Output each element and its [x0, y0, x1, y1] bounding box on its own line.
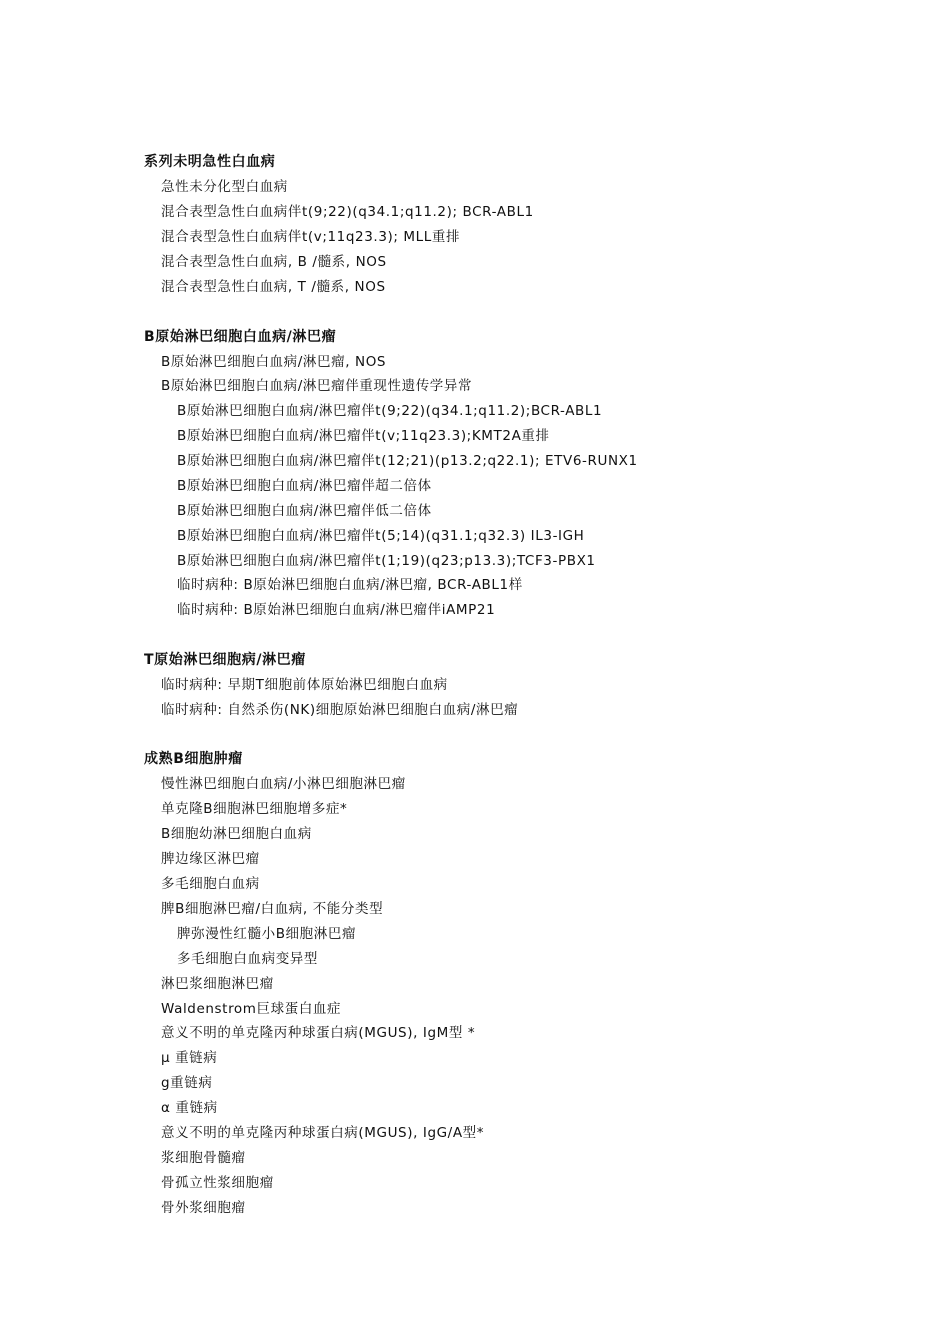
list-item: α 重链病 [161, 1100, 218, 1116]
sub-list-item: 脾弥漫性红髓小B细胞淋巴瘤 [177, 926, 357, 942]
list-item: 骨外浆细胞瘤 [161, 1200, 246, 1216]
list-item: 意义不明的单克隆丙种球蛋白病(MGUS), IgG/A型* [161, 1125, 485, 1141]
list-item: 骨孤立性浆细胞瘤 [161, 1175, 274, 1191]
section-heading: 系列未明急性白血病 [144, 154, 276, 170]
list-item: g重链病 [161, 1075, 213, 1091]
list-item: μ 重链病 [161, 1050, 218, 1066]
list-item: 脾边缘区淋巴瘤 [161, 851, 260, 867]
list-item: Waldenstrom巨球蛋白血症 [161, 1001, 342, 1017]
sub-list-item: B原始淋巴细胞白血病/淋巴瘤伴超二倍体 [177, 478, 432, 494]
list-item: 意义不明的单克隆丙种球蛋白病(MGUS), IgM型 * [161, 1025, 476, 1041]
section-heading: B原始淋巴细胞白血病/淋巴瘤 [144, 329, 337, 345]
list-item: 急性未分化型白血病 [161, 179, 288, 195]
list-item: 混合表型急性白血病, T /髓系, NOS [161, 279, 386, 295]
sub-list-item: B原始淋巴细胞白血病/淋巴瘤伴t(1;19)(q23;p13.3);TCF3-PBX1 [177, 553, 596, 569]
list-item: 浆细胞骨髓瘤 [161, 1150, 246, 1166]
sub-list-item: B原始淋巴细胞白血病/淋巴瘤伴t(v;11q23.3);KMT2A重排 [177, 428, 550, 444]
section-heading: 成熟B细胞肿瘤 [144, 751, 243, 767]
list-item: 多毛细胞白血病 [161, 876, 260, 892]
sub-list-item: B原始淋巴细胞白血病/淋巴瘤伴t(9;22)(q34.1;q11.2);BCR-ABL1 [177, 403, 603, 419]
sub-list-item: 临时病种: B原始淋巴细胞白血病/淋巴瘤伴iAMP21 [177, 602, 496, 618]
sub-list-item: 临时病种: B原始淋巴细胞白血病/淋巴瘤, BCR-ABL1样 [177, 577, 523, 593]
section-heading: T原始淋巴细胞病/淋巴瘤 [144, 652, 306, 668]
sub-list-item: 多毛细胞白血病变异型 [177, 951, 318, 967]
list-item: B原始淋巴细胞白血病/淋巴瘤, NOS [161, 354, 387, 370]
list-item: 单克隆B细胞淋巴细胞增多症* [161, 801, 348, 817]
list-item: 临时病种: 早期T细胞前体原始淋巴细胞白血病 [161, 677, 448, 693]
list-item: 临时病种: 自然杀伤(NK)细胞原始淋巴细胞白血病/淋巴瘤 [161, 702, 519, 718]
list-item: 脾B细胞淋巴瘤/白血病, 不能分类型 [161, 901, 384, 917]
list-item: 混合表型急性白血病, B /髓系, NOS [161, 254, 387, 270]
list-item: B细胞幼淋巴细胞白血病 [161, 826, 312, 842]
list-item: 混合表型急性白血病伴t(v;11q23.3); MLL重排 [161, 229, 461, 245]
sub-list-item: B原始淋巴细胞白血病/淋巴瘤伴低二倍体 [177, 503, 432, 519]
list-item: 混合表型急性白血病伴t(9;22)(q34.1;q11.2); BCR-ABL1 [161, 204, 534, 220]
sub-list-item: B原始淋巴细胞白血病/淋巴瘤伴t(5;14)(q31.1;q32.3) IL3-IGH [177, 528, 585, 544]
list-item: 淋巴浆细胞淋巴瘤 [161, 976, 274, 992]
sub-list-item: B原始淋巴细胞白血病/淋巴瘤伴t(12;21)(p13.2;q22.1); ETV6-RUNX1 [177, 453, 638, 469]
list-item: B原始淋巴细胞白血病/淋巴瘤伴重现性遗传学异常 [161, 378, 473, 394]
list-item: 慢性淋巴细胞白血病/小淋巴细胞淋巴瘤 [161, 776, 406, 792]
